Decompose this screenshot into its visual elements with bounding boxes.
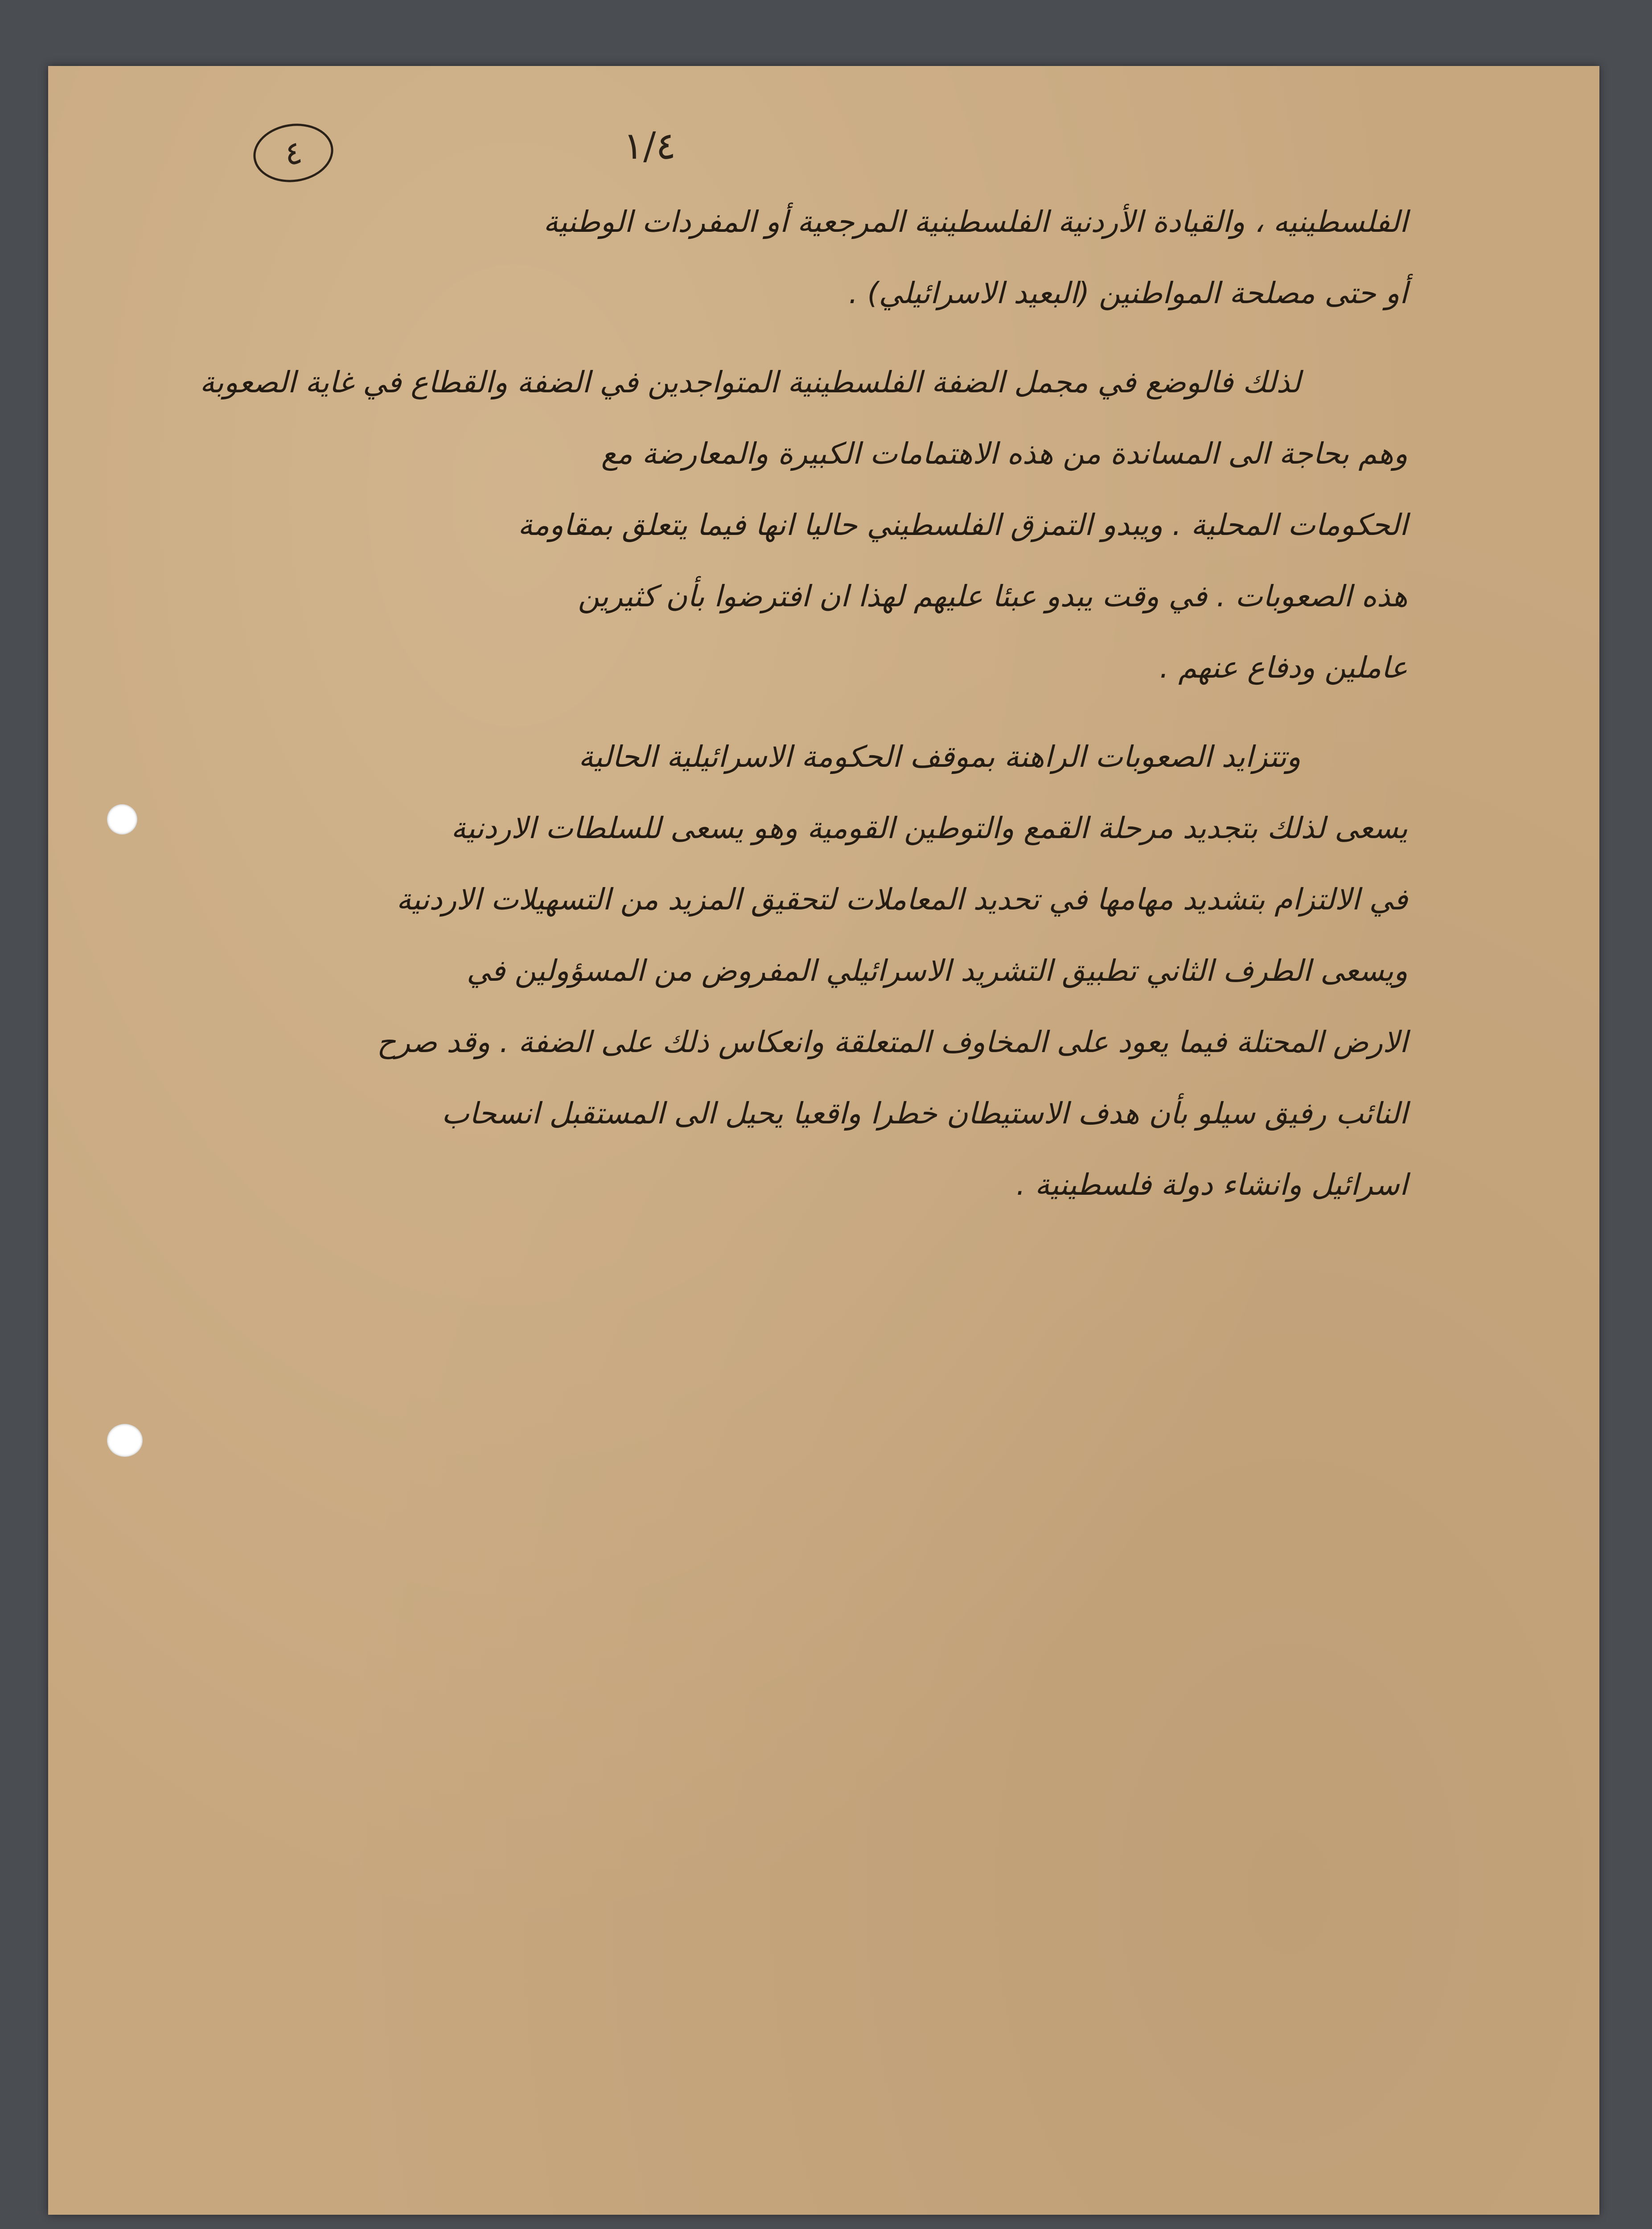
text-line: يسعى لذلك بتجديد مرحلة القمع والتوطين القومية وهو يسعى للسلطات الاردنية [451, 811, 1408, 845]
text-line: في الالتزام بتشديد مهامها في تحديد المعاملات لتحقيق المزيد من التسهيلات الاردنية [396, 882, 1408, 917]
text-line: ويسعى الطرف الثاني تطبيق التشريد الاسرائيلي المفروض من المسؤولين في [466, 954, 1408, 988]
text-line: الارض المحتلة فيما يعود على المخاوف المتعلقة وانعكاس ذلك على الضفة . وقد صرح [377, 1025, 1408, 1059]
text-line: عاملين ودفاع عنهم . [1159, 650, 1408, 685]
circled-page-number: ٤ [250, 119, 337, 187]
text-line: الفلسطينيه ، والقيادة الأردنية الفلسطينية المرجعية أو المفردات الوطنية [543, 205, 1408, 239]
paragraph [124, 186, 1408, 329]
text-line: أو حتى مصلحة المواطنين (البعيد الاسرائيلي) . [848, 276, 1408, 310]
paragraph [124, 721, 1408, 1221]
paragraph [124, 347, 1408, 703]
text-line: لذلك فالوضع في مجمل الضفة الفلسطينية المتواجدين في الضفة والقطاع في غاية الصعوبة [200, 365, 1301, 399]
handwritten-body [124, 186, 1408, 1221]
text-line: وهم بحاجة الى المساندة من هذه الاهتمامات الكبيرة والمعارضة مع [601, 436, 1408, 471]
document-page [48, 66, 1599, 2215]
punch-hole [107, 1424, 143, 1457]
text-line: الحكومات المحلية . ويبدو التمزق الفلسطيني حاليا انها فيما يتعلق بمقاومة [518, 508, 1408, 542]
text-line: وتتزايد الصعوبات الراهنة بموقف الحكومة الاسرائيلية الحالية [578, 740, 1301, 774]
page-fraction: ١/٤ [623, 124, 676, 168]
text-line: النائب رفيق سيلو بأن هدف الاستيطان خطرا واقعيا يحيل الى المستقبل انسحاب [441, 1096, 1408, 1131]
text-line: هذه الصعوبات . في وقت يبدو عبئا عليهم لهذا ان افترضوا بأن كثيرين [578, 579, 1408, 613]
text-line: اسرائيل وانشاء دولة فلسطينية . [1016, 1168, 1408, 1202]
